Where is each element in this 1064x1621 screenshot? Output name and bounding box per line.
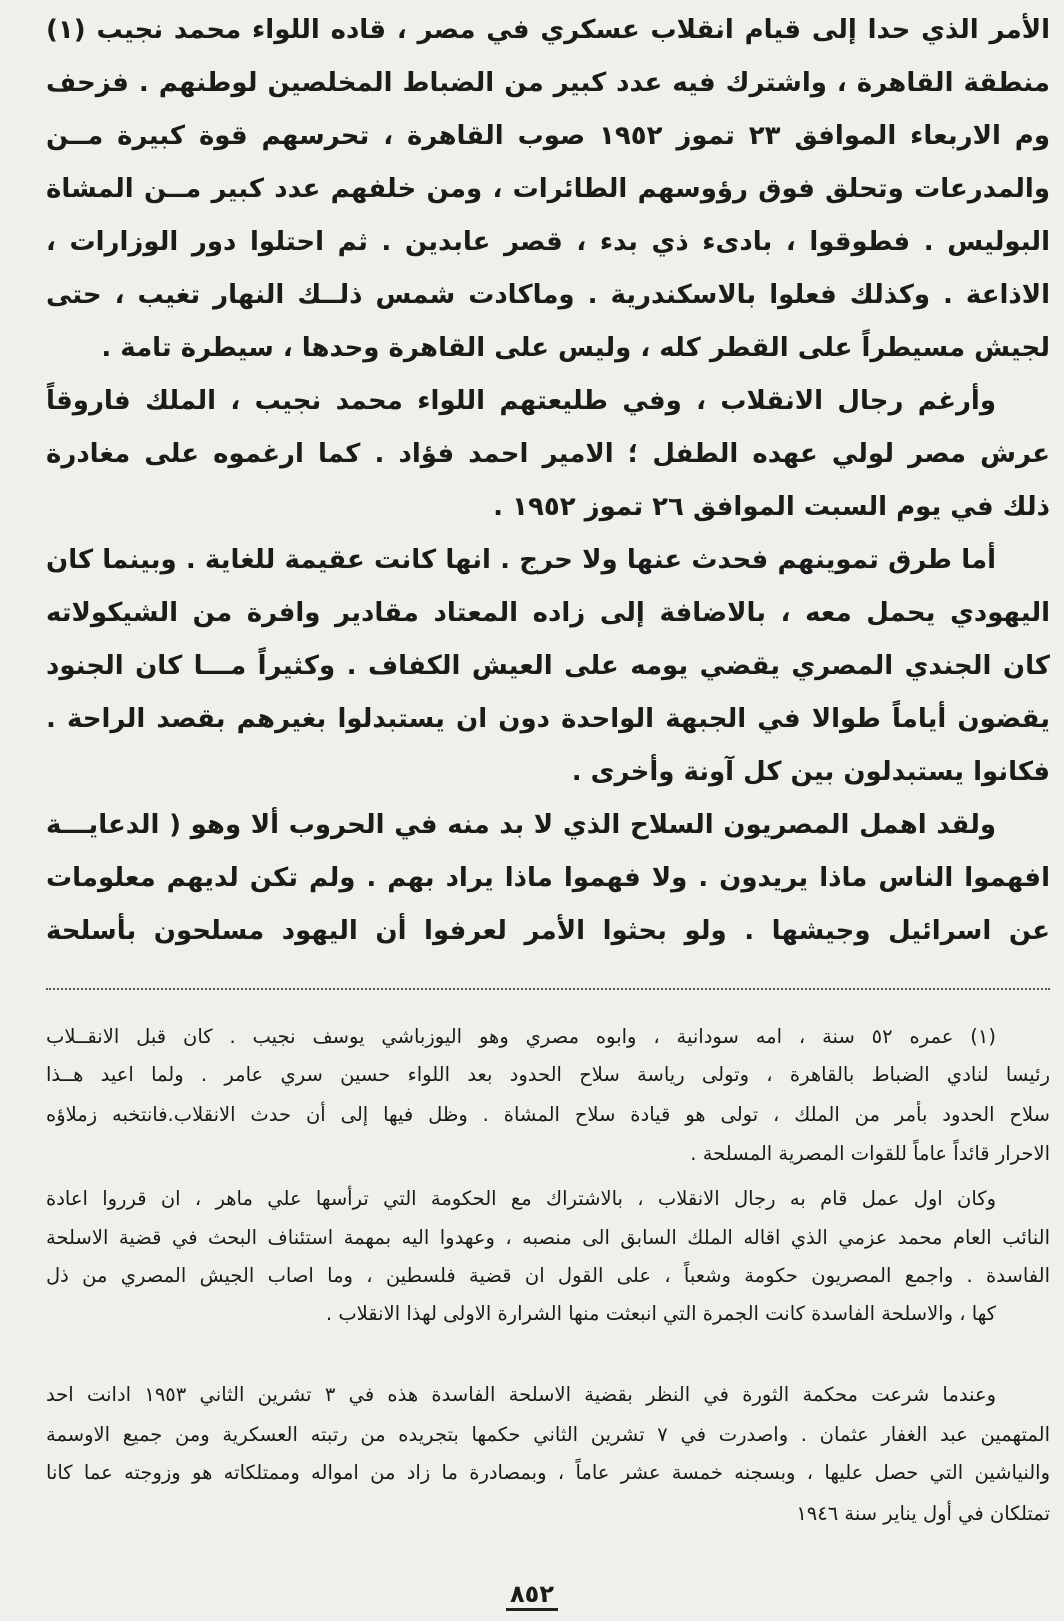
text-line: عرش مصر لولي عهده الطفل ؛ الامير احمد فؤاد . كما ارغموه على مغادرة xyxy=(46,439,1050,469)
text-line: ذلك في يوم السبت الموافق ٢٦ تموز ١٩٥٢ . xyxy=(493,492,1050,522)
footnote-line: المتهمين عبد الغفار عثمان . واصدرت في ٧ تشرين الثاني حكمها بتجريده من رتبته العسكرية ومن جميع الاوسمة xyxy=(46,1423,1050,1446)
text-line: لجيش مسيطراً على القطر كله ، وليس على القاهرة وحدها ، سيطرة تامة . xyxy=(101,333,1050,363)
text-line: منطقة القاهرة ، واشترك فيه عدد كبير من الضباط المخلصين لوطنهم . فزحف xyxy=(46,68,1050,98)
text-line: افهموا الناس ماذا يريدون . ولا فهموا ماذا يراد بهم . ولم تكن لديهم معلومات xyxy=(46,863,1050,893)
text-line: والمدرعات وتحلق فوق رؤوسهم الطائرات ، ومن خلفهم عدد كبير مــن المشاة xyxy=(46,174,1050,204)
text-line: البوليس . فطوقوا ، بادىء ذي بدء ، قصر عابدين . ثم احتلوا دور الوزارات ، xyxy=(46,227,1050,257)
text-line: عن اسرائيل وجيشها . ولو بحثوا الأمر لعرفوا أن اليهود مسلحون بأسلحة xyxy=(46,916,1050,946)
text-line: أما طرق تموينهم فحدث عنها ولا حرج . انها كانت عقيمة للغاية . وبينما كان xyxy=(46,545,996,575)
text-line: اليهودي يحمل معه ، بالاضافة إلى زاده المعتاد مقادير وافرة من الشيكولاته xyxy=(46,598,1050,628)
text-line: الأمر الذي حدا إلى قيام انقلاب عسكري في مصر ، قاده اللواء محمد نجيب (١) xyxy=(46,15,1050,45)
text-line: ولقد اهمل المصريون السلاح الذي لا بد منه في الحروب ألا وهو ( الدعايـــة xyxy=(46,810,996,840)
text-line: وأرغم رجال الانقلاب ، وفي طليعتهم اللواء محمد نجيب ، الملك فاروقاً xyxy=(46,386,996,416)
footnote-line: وكان اول عمل قام به رجال الانقلاب ، بالاشتراك مع الحكومة التي ترأسها علي ماهر ، ان قرروا اعادة xyxy=(46,1187,996,1210)
text-line: وم الاربعاء الموافق ٢٣ تموز ١٩٥٢ صوب القاهرة ، تحرسهم قوة كبيرة مــن xyxy=(46,121,1050,151)
footnote-divider xyxy=(46,988,1050,990)
text-line: يقضون أياماً طوالا في الجبهة الواحدة دون ان يستبدلوا بغيرهم بقصد الراحة . xyxy=(46,704,1050,734)
page-number xyxy=(0,1580,1064,1608)
footnote-line: كها ، والاسلحة الفاسدة كانت الجمرة التي انبعثت منها الشرارة الاولى لهذا الانقلاب . xyxy=(325,1302,996,1325)
text-line: الاذاعة . وكذلك فعلوا بالاسكندرية . وماكادت شمس ذلــك النهار تغيب ، حتى xyxy=(46,280,1050,310)
text-line: كان الجندي المصري يقضي يومه على العيش الكفاف . وكثيراً مـــا كان الجنود xyxy=(46,651,1050,681)
footnote-line: وعندما شرعت محكمة الثورة في النظر بقضية الاسلحة الفاسدة هذه في ٣ تشرين الثاني ١٩٥٣ ادانت احد xyxy=(46,1383,996,1406)
footnote-line: والنياشين التي حصل عليها ، وبسجنه خمسة عشر عاماً ، وبمصادرة ما زاد من امواله وممتلكاته هو وزوجته عما كانا xyxy=(46,1461,1050,1484)
footnote-line: تمتلكان في أول يناير سنة ١٩٤٦ xyxy=(796,1502,1050,1525)
footnote-line: رئيسا لنادي الضباط بالقاهرة ، وتولى رياسة سلاح الحدود بعد اللواء حسين سري عامر . ولما اعيد هــذا xyxy=(46,1063,1050,1086)
footnote-line: الاحرار قائداً عاماً للقوات المصرية المسلحة . xyxy=(690,1142,1050,1165)
footnote-line: النائب العام محمد عزمي الذي اقاله الملك السابق الى منصبه ، وعهدوا اليه بمهمة استئناف البحث في قضية الاسلحة xyxy=(46,1226,1050,1249)
footnote-line: الفاسدة . واجمع المصريون حكومة وشعباً ، على القول ان قضية فلسطين ، وما اصاب الجيش المصري من ذل xyxy=(46,1264,1050,1287)
footnote-line: (١) عمره ٥٢ سنة ، امه سودانية ، وابوه مصري وهو اليوزباشي يوسف نجيب . كان قبل الانقــلاب xyxy=(46,1025,996,1048)
footnote-line: سلاح الحدود بأمر من الملك ، تولى هو قيادة سلاح المشاة . وظل فيها إلى أن حدث الانقلاب.فانتخبه زملاؤه xyxy=(46,1103,1050,1126)
page-number-text: ٨٥٢ xyxy=(506,1580,558,1611)
text-line: فكانوا يستبدلون بين كل آونة وأخرى . xyxy=(571,757,1050,787)
